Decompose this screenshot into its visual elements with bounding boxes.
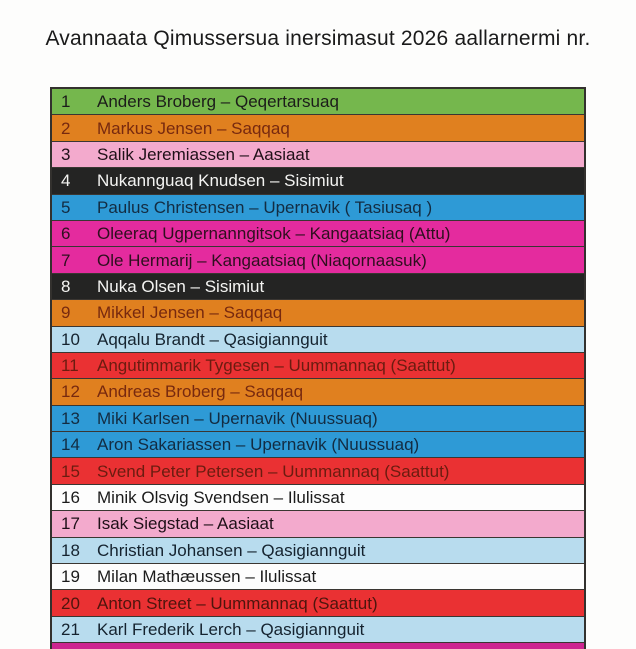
row-number: 9 <box>61 303 71 323</box>
row-number: 1 <box>61 92 71 112</box>
row-number: 18 <box>61 540 80 560</box>
row-number: 3 <box>61 144 71 164</box>
row-number: 16 <box>61 488 80 508</box>
partial-bottom-row <box>52 642 584 649</box>
row-name: Salik Jeremiassen – Aasiaat <box>97 144 310 164</box>
row-name: Aqqalu Brandt – Qasigiannguit <box>97 329 328 349</box>
table-row <box>52 326 584 352</box>
table-row <box>52 246 584 272</box>
results-table <box>50 87 586 649</box>
table-row <box>52 510 584 536</box>
row-name: Miki Karlsen – Upernavik (Nuussuaq) <box>97 408 378 428</box>
row-number: 12 <box>61 382 80 402</box>
row-number: 15 <box>61 461 80 481</box>
row-name: Nuka Olsen – Sisimiut <box>97 276 265 296</box>
table-row <box>52 616 584 642</box>
table-row <box>52 537 584 563</box>
row-number: 21 <box>61 620 80 639</box>
row-number: 11 <box>61 356 79 376</box>
table-row <box>52 352 584 378</box>
table-row <box>52 378 584 404</box>
table-row <box>52 457 584 483</box>
row-name: Nukannguaq Knudsen – Sisimiut <box>97 171 344 191</box>
table-row <box>52 589 584 615</box>
row-name: Anton Street – Uummannaq (Saattut) <box>97 593 378 613</box>
table-row <box>52 484 584 510</box>
row-name: Svend Peter Petersen – Uummannaq (Saattut) <box>97 461 450 481</box>
page-title: Avannaata Qimussersua inersimasut 2026 aallarnermi nr. <box>45 27 591 50</box>
row-number: 13 <box>61 408 80 428</box>
row-number: 5 <box>61 197 71 217</box>
row-name: Milan Mathæussen – Ilulissat <box>97 567 317 587</box>
table-row <box>52 114 584 140</box>
table-row <box>52 167 584 193</box>
table-row <box>52 89 584 114</box>
row-number: 6 <box>61 224 71 244</box>
row-number: 4 <box>61 171 71 191</box>
row-number: 20 <box>61 593 80 613</box>
row-number: 10 <box>61 329 80 349</box>
row-number: 2 <box>61 118 71 138</box>
row-name: Aron Sakariassen – Upernavik (Nuussuaq) <box>97 435 420 455</box>
table-row <box>52 194 584 220</box>
table-row <box>52 273 584 299</box>
row-name: Minik Olsvig Svendsen – Ilulissat <box>97 488 345 508</box>
table-row <box>52 220 584 246</box>
row-name: Paulus Christensen – Upernavik ( Tasiusaq ) <box>97 197 433 217</box>
row-name: Oleeraq Ugpernanngitsok – Kangaatsiaq (Attu) <box>97 224 451 244</box>
row-number: 7 <box>61 250 71 270</box>
row-name: Karl Frederik Lerch – Qasigiannguit <box>97 620 365 639</box>
row-name: Angutimmarik Tygesen – Uummannaq (Saattut) <box>97 356 456 376</box>
row-number: 19 <box>61 567 80 587</box>
table-row <box>52 299 584 325</box>
row-name: Ole Hermarij – Kangaatsiaq (Niaqornaasuk) <box>97 250 427 270</box>
row-number: 17 <box>61 514 80 534</box>
row-name: Mikkel Jensen – Saqqaq <box>97 303 283 323</box>
row-name: Andreas Broberg – Saqqaq <box>97 382 304 402</box>
row-name: Christian Johansen – Qasigiannguit <box>97 540 366 560</box>
row-number: 8 <box>61 276 71 296</box>
table-row <box>52 141 584 167</box>
table-row <box>52 405 584 431</box>
table-row <box>52 431 584 457</box>
row-name: Markus Jensen – Saqqaq <box>97 118 290 138</box>
table-row <box>52 563 584 589</box>
row-name: Isak Siegstad – Aasiaat <box>97 514 274 534</box>
row-number: 14 <box>61 435 80 455</box>
row-name: Anders Broberg – Qeqertarsuaq <box>97 92 339 112</box>
